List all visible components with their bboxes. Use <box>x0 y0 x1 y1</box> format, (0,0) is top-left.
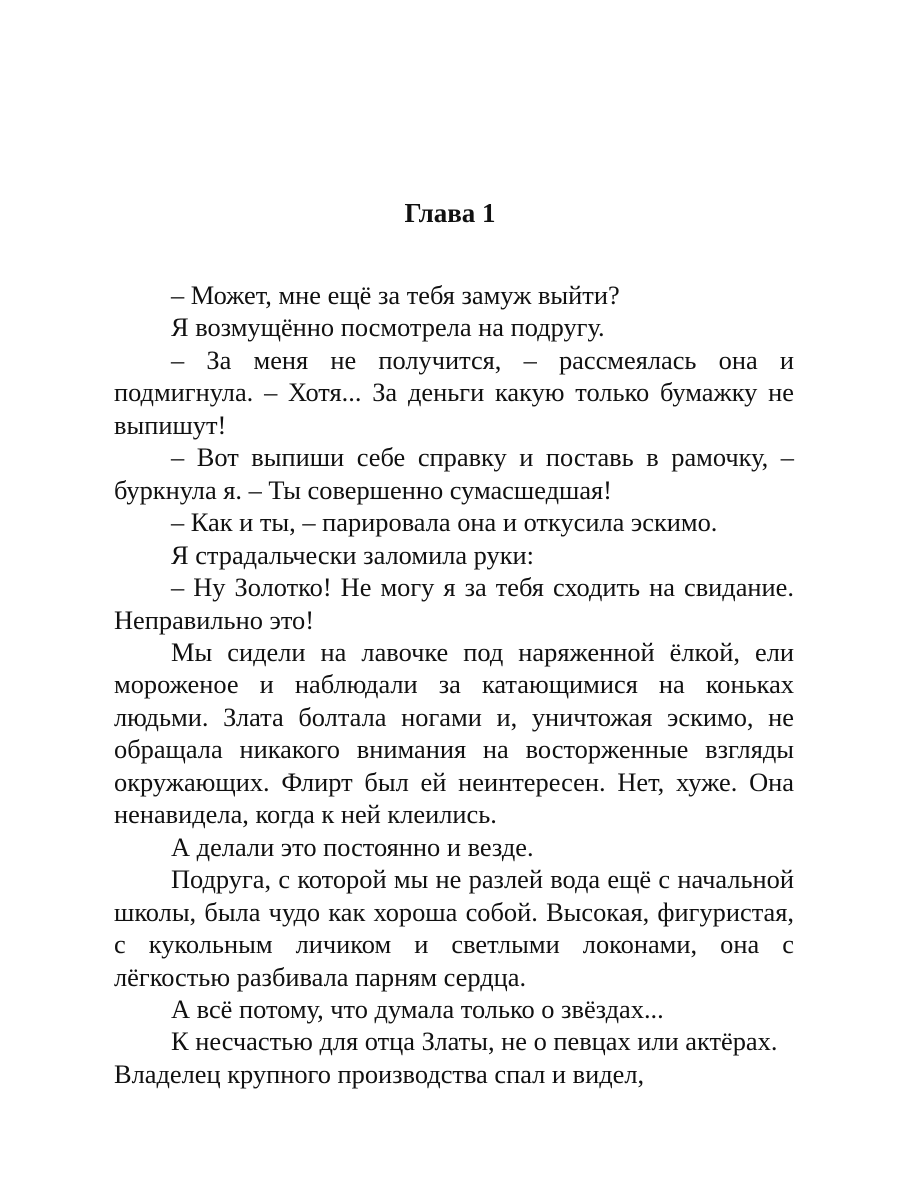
paragraph: А всё потому, что думала только о звёздах... <box>171 993 664 1024</box>
chapter-body <box>114 279 794 1090</box>
paragraph: Подруга, с которой мы не разлей вода ещё с начальной школы, была чудо как хороша собой. Высокая, фигуристая, с кукольным личиком и светлыми локонами, она с лёгкостью разбивала парням сердца. <box>114 864 794 992</box>
paragraph: К несчастью для отца Златы, не о певцах или актёрах. Владелец крупного производства спал и видел, <box>114 1026 778 1089</box>
paragraph: А делали это постоянно и везде. <box>171 831 534 862</box>
paragraph: Я возмущённо посмотрела на подругу. <box>171 312 605 343</box>
paragraph: – Вот выпиши себе справку и поставь в рамочку, – буркнула я. – Ты совершенно сумасшедшая! <box>114 442 794 505</box>
paragraph: Мы сидели на лавочке под наряженной ёлкой, ели мороженое и наблюдали за катающимися на коньках людьми. Злата болтала ногами и, уничтожая эскимо, не обращала никакого внимания на восторженные взгляды окружающих. Флирт был ей неинтересен. Нет, хуже. Она ненавидела, когда к ней клеились. <box>114 636 794 830</box>
chapter-title: Глава 1 <box>404 198 496 228</box>
paragraph: – Ну Золотко! Не могу я за тебя сходить на свидание. Неправильно это! <box>114 572 794 635</box>
paragraph: Я страдальчески заломила руки: <box>171 539 534 570</box>
paragraph: – За меня не получится, – рассмеялась она и подмигнула. – Хотя... За деньги какую только бумажку не выпишут! <box>114 344 794 440</box>
paragraph: – Может, мне ещё за тебя замуж выйти? <box>171 280 620 310</box>
paragraph: – Как и ты, – парировала она и откусила эскимо. <box>171 507 718 538</box>
